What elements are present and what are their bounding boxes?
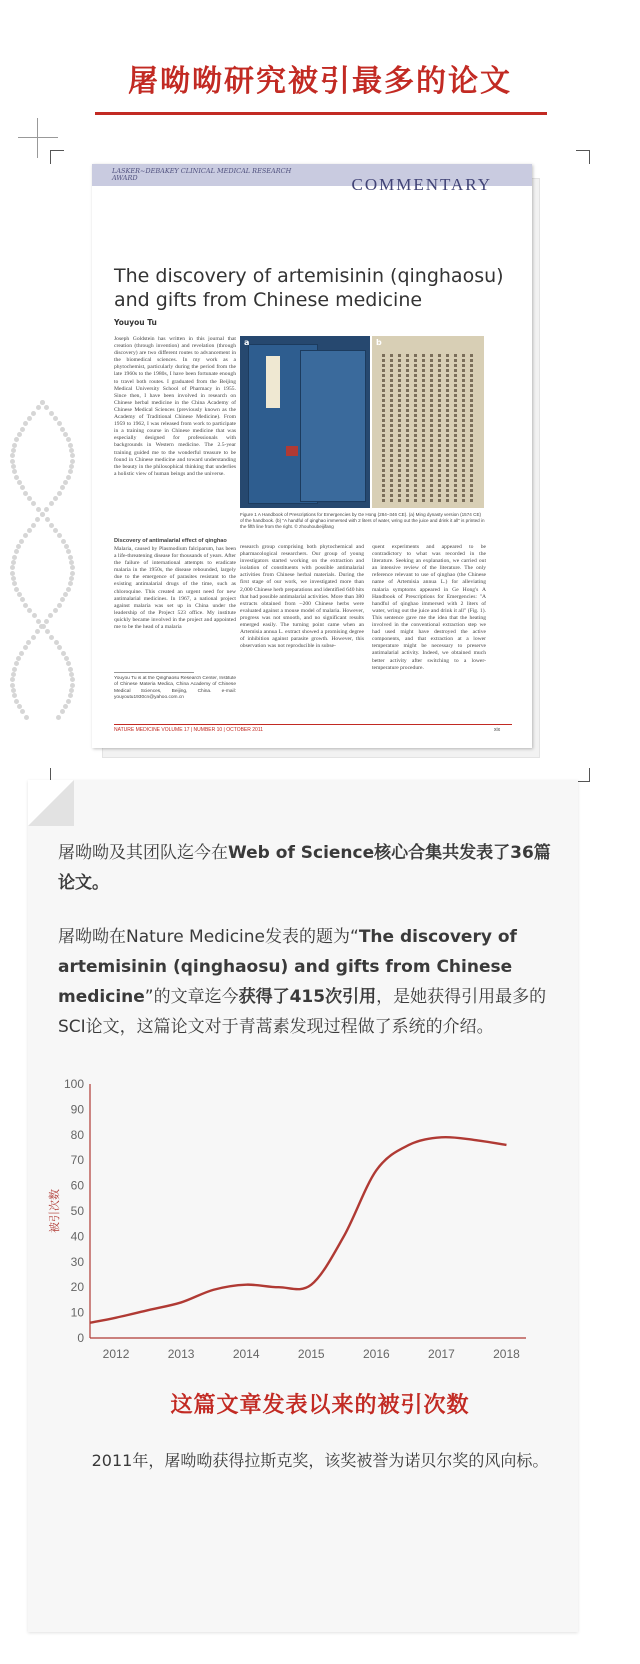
decor-dot xyxy=(63,432,68,437)
decor-dot xyxy=(23,533,28,538)
decor-dot xyxy=(63,480,68,485)
decor-dot xyxy=(11,464,16,469)
decor-dot xyxy=(66,699,71,704)
decor-dot xyxy=(70,565,75,570)
decor-dot xyxy=(23,645,28,650)
card-fold-shadow xyxy=(28,780,74,826)
decor-dot xyxy=(64,656,69,661)
y-tick-label: 20 xyxy=(70,1280,84,1295)
decor-dot xyxy=(19,651,24,656)
decor-dot xyxy=(69,576,74,581)
decor-dot xyxy=(60,597,65,602)
paper-page xyxy=(92,164,532,748)
decor-dot xyxy=(20,427,25,432)
decor-dot xyxy=(16,656,21,661)
decor-dot xyxy=(69,688,74,693)
decor-dot xyxy=(36,619,41,624)
paper-title xyxy=(114,264,514,312)
decor-dot xyxy=(31,501,36,506)
decor-dot xyxy=(12,693,17,698)
decor-dot xyxy=(44,619,49,624)
decor-dot xyxy=(11,688,16,693)
decor-dot xyxy=(49,635,54,640)
decor-dot xyxy=(11,448,16,453)
figure-b-text-photo xyxy=(372,336,484,508)
footnote-award: 2011年，屠呦呦获得拉斯克奖，该奖被誉为诺贝尔奖的风向标。 xyxy=(91,1451,549,1470)
decor-dot xyxy=(16,544,21,549)
decor-dot xyxy=(27,416,32,421)
decor-dot xyxy=(53,528,58,533)
journal-citation: NATURE MEDICINE VOLUME 17 | NUMBER 10 | OCTOBER 2011 xyxy=(114,727,264,733)
x-tick-label: 2012 xyxy=(102,1347,130,1361)
highlight-citation-count: 获得了415次引用 xyxy=(238,987,377,1007)
figure-a-letter: a xyxy=(244,338,250,347)
decor-dot xyxy=(10,453,15,458)
decor-dot xyxy=(68,469,73,474)
decor-dot xyxy=(68,693,73,698)
decor-dot xyxy=(69,448,74,453)
decor-dot xyxy=(20,709,25,714)
decor-dot xyxy=(35,629,40,634)
decor-dot xyxy=(70,683,75,688)
page-title: 屠呦呦研究被引最多的论文 xyxy=(128,64,512,99)
y-axis-label: 被引次数 xyxy=(48,1189,61,1233)
decor-dot xyxy=(12,443,17,448)
chart-title: 这篇文章发表以来的被引次数 xyxy=(170,1393,470,1418)
decor-dot xyxy=(14,661,19,666)
decor-dot xyxy=(19,539,24,544)
highlight-paper-title: The discovery of artemisinin (qinghaosu) and gifts from Chinese medicine xyxy=(58,927,517,1007)
decor-dot xyxy=(14,587,19,592)
decor-dot xyxy=(70,453,75,458)
decor-dot xyxy=(20,485,25,490)
decor-dot xyxy=(61,539,66,544)
decor-dot xyxy=(12,469,17,474)
author-affiliation: Youyou Tu is at the Qinghaosu Research Center, Institute of Chinese Materia Medica, China Academy of Chinese Medical Sciences, Beijing, China. e-mail: youyoutu1930cn@yahoo.com.cn xyxy=(114,676,236,701)
citation-line-chart xyxy=(38,1070,538,1370)
decor-dot xyxy=(57,645,62,650)
decor-dot xyxy=(10,683,15,688)
x-tick-label: 2014 xyxy=(232,1347,260,1361)
decor-dot xyxy=(36,507,41,512)
decor-dot xyxy=(53,496,58,501)
script-column xyxy=(422,354,425,502)
decor-dot xyxy=(45,629,50,634)
decor-dot xyxy=(12,667,17,672)
figure-caption: Figure 1 A Handbook of Prescriptions for Emergencies by Ge Hong (284–346 CE). (a) Ming dynasty version (1574 CE) of the handbook. (b) "A handful of qinghao immersed with 2 liters of water, wring out the juice and drink it all" is printed in the fifth line from the right. © zhouhoubeijifang xyxy=(240,512,485,529)
decor-dot xyxy=(57,421,62,426)
decor-dot xyxy=(66,587,71,592)
decor-dot xyxy=(60,709,65,714)
x-tick-label: 2018 xyxy=(493,1347,520,1361)
decor-dot xyxy=(27,528,32,533)
frame-corner-top-left xyxy=(50,150,64,164)
x-tick-label: 2016 xyxy=(362,1347,390,1361)
decor-dot xyxy=(23,421,28,426)
footnote-rule xyxy=(114,672,194,673)
paper-column-1b: Malaria, caused by Plasmodium falciparum, has been a life-threatening disease for thousands of years. After the failure of international attempts to eradicate malaria in the 1950s, the disease rebounded, largely due to the emergence of parasites resistant to the existing antimalarial drugs of the time, such as chloroquine. This created an urgent need for new antimalarial medicines. In 1967, a national project against malaria was set up in China under the leadership of the Project 523 office. My institute quickly became involved in the project and appointed me to be the head of a malaria xyxy=(114,546,236,631)
page-number: xix xyxy=(494,727,501,733)
x-tick-label: 2013 xyxy=(167,1347,195,1361)
script-column xyxy=(470,354,473,502)
script-column xyxy=(390,354,393,502)
decor-dot xyxy=(10,459,15,464)
decor-dot xyxy=(17,432,22,437)
paragraph-publication-count: 屠呦呦及其团队迄今在Web of Science核心合集共发表了36篇论文。 xyxy=(58,843,551,893)
y-tick-label: 100 xyxy=(63,1077,84,1091)
award-label: LASKER~DEBAKEY CLINICAL MEDICAL RESEARCH AWARD xyxy=(112,167,292,182)
book-title-label xyxy=(266,356,280,408)
decor-dot xyxy=(20,597,25,602)
y-tick-label: 40 xyxy=(70,1229,84,1244)
y-tick-label: 60 xyxy=(70,1178,84,1193)
paper-title-line2: and gifts from Chinese medicine xyxy=(114,289,423,311)
y-tick-label: 0 xyxy=(77,1331,84,1345)
paragraph-citation-info: 屠呦呦在Nature Medicine发表的题为“The discovery of artemisinin (qinghaosu) and gifts from Chinese medicine”的文章迄今获得了415次引用，是她获得引用最多的SCI论文，这篇论文对于青蒿素发现过程做了系统的介绍。 xyxy=(58,927,547,1037)
script-column xyxy=(454,354,457,502)
frame-corner-bottom-right xyxy=(576,768,590,782)
decor-dot xyxy=(36,405,41,410)
decor-dot xyxy=(12,581,17,586)
decor-dot xyxy=(56,715,61,720)
paper-column-2: research group comprising both phytochemical and pharmacological researchers. Our group of young investigators started working on the extraction and isolation of constituents with possible antimalarial activities from Chinese herbal materials. During the first stage of our work, we investigated more than 2,000 Chinese herb preparations and identified 640 hits that had possible antimalarial activities. More than 380 extracts obtained from ~200 Chinese herbs were evaluated against a mouse model of malaria. However, progress was not smooth, and no significant results emerged easily. The turning point came when an Artemisia annua L. extract showed a promising degree of inhibition against parasite growth. However, this observation was not reproducible in subse- xyxy=(240,544,364,650)
script-column xyxy=(430,354,433,502)
title-underline xyxy=(95,112,547,115)
paper-column-3: quent experiments and appeared to be contradictory to what was recorded in the literature. Seeking an explanation, we carried out an intensive review of the literature. The only reference relevant to use of qinghao (the Chinese name of Artemisia annua L.) for alleviating malaria symptoms appeared in Ge Hong's A Handbook of Prescriptions for Emergencies: "A handful of qinghao immersed with 2 liters of water, wring out the juice and drink it all" (Fig. 1). This sentence gave me the idea that the heating involved in the conventional extraction step we had used might have destroyed the active components, and that extraction at a lower temperature might be necessary to preserve antimalarial activity. Indeed, we obtained much better activity after switching to a lower-temperature procedure. xyxy=(372,544,486,671)
decor-dot xyxy=(10,571,15,576)
decor-dot xyxy=(53,416,58,421)
decor-dot xyxy=(68,443,73,448)
decor-dot xyxy=(69,560,74,565)
decor-dot xyxy=(31,523,36,528)
decor-dot xyxy=(17,704,22,709)
decor-dot xyxy=(17,592,22,597)
decor-dot xyxy=(54,640,59,645)
decor-dot xyxy=(53,608,58,613)
decor-dot xyxy=(68,555,73,560)
decor-dot xyxy=(24,715,29,720)
decor-dot xyxy=(48,613,53,618)
decor-dot xyxy=(63,592,68,597)
script-column xyxy=(398,354,401,502)
figure-b-letter: b xyxy=(376,338,382,347)
decor-dot xyxy=(69,672,74,677)
paper-section-heading: Discovery of antimalarial effect of qinghao xyxy=(114,538,227,544)
decor-dot xyxy=(31,635,36,640)
decor-dot xyxy=(10,565,15,570)
highlight-wos-count: Web of Science核心合集共发表了36篇论文。 xyxy=(58,843,551,893)
decor-dot xyxy=(26,640,31,645)
decor-dot xyxy=(23,603,28,608)
script-column xyxy=(406,354,409,502)
decor-dot xyxy=(14,699,19,704)
decor-dot xyxy=(45,517,50,522)
decor-dot xyxy=(11,672,16,677)
decor-dot xyxy=(40,400,45,405)
y-tick-label: 70 xyxy=(70,1153,84,1168)
y-tick-label: 90 xyxy=(70,1102,84,1117)
decor-dot xyxy=(70,571,75,576)
decor-dot xyxy=(66,475,71,480)
book-seal xyxy=(286,446,298,456)
decor-dot xyxy=(57,603,62,608)
script-column xyxy=(382,354,385,502)
section-label: COMMENTARY xyxy=(351,175,492,194)
decor-dot xyxy=(70,459,75,464)
y-tick-label: 10 xyxy=(70,1305,84,1320)
decor-dot xyxy=(57,533,62,538)
paper-author: Youyou Tu xyxy=(114,318,157,327)
decor-dot xyxy=(68,581,73,586)
decor-dot xyxy=(49,523,54,528)
decor-dot xyxy=(27,496,32,501)
decor-dot xyxy=(66,661,71,666)
frame-corner-top-right xyxy=(576,150,590,164)
decor-dot xyxy=(68,667,73,672)
decor-dot xyxy=(60,427,65,432)
paper-footer-rule xyxy=(114,724,512,725)
decor-dot xyxy=(44,405,49,410)
decor-dot xyxy=(11,576,16,581)
figure-a-book-photo xyxy=(240,336,370,508)
decor-dot xyxy=(63,704,68,709)
decor-dot xyxy=(49,501,54,506)
decor-dot xyxy=(57,491,62,496)
y-tick-label: 50 xyxy=(70,1204,84,1218)
decor-dot xyxy=(27,608,32,613)
script-column xyxy=(414,354,417,502)
decor-dot xyxy=(35,517,40,522)
decor-dot xyxy=(60,485,65,490)
decor-dot xyxy=(14,549,19,554)
decor-dot xyxy=(23,491,28,496)
decor-dot xyxy=(12,555,17,560)
decor-dot xyxy=(44,507,49,512)
decor-dot xyxy=(14,475,19,480)
x-tick-label: 2017 xyxy=(428,1347,455,1361)
decor-dot xyxy=(61,651,66,656)
paper-title-line1: The discovery of artemisinin (qinghaosu) xyxy=(114,265,504,287)
decor-dot xyxy=(66,437,71,442)
decor-dot xyxy=(69,464,74,469)
y-tick-label: 80 xyxy=(70,1127,84,1142)
decor-dot xyxy=(64,544,69,549)
decor-dot xyxy=(32,613,37,618)
decor-dot xyxy=(40,512,45,517)
script-column xyxy=(462,354,465,502)
paper-footer xyxy=(114,727,501,733)
paper-column-1: Joseph Goldstein has written in this journal that creation (through invention) and revelation (through discovery) are two different routes to advancement in the biomedical sciences. In my work as a phytochemist, particularly during the period from the late 1960s to the 1980s, I have been fortunate enough to travel both routes. I graduated from the Beijing Medical University School of Pharmacy in 1955. Since then, I have been involved in research on Chinese herbal medicine in the China Academy of Chinese Medical Sciences (previously known as the Academy of Traditional Chinese Medicine). From 1959 to 1962, I was released from work to participate in a training course in Chinese medicine that was especially designed for professionals with backgrounds in Western medicine. The 2.5-year training guided me to the wonderful treasure to be found in Chinese medicine and toward understanding the beauty in the philosophical thinking that underlies a holistic view of human beings and the universe. xyxy=(114,336,236,477)
decor-dot xyxy=(10,677,15,682)
decor-dot xyxy=(49,411,54,416)
decor-dot xyxy=(66,549,71,554)
citation-series-line xyxy=(90,1137,506,1323)
decor-dot xyxy=(11,560,16,565)
decor-dot xyxy=(14,437,19,442)
y-tick-label: 30 xyxy=(70,1254,84,1269)
decor-dot xyxy=(70,677,75,682)
decor-dot xyxy=(31,411,36,416)
x-tick-label: 2015 xyxy=(297,1347,325,1361)
dna-dots-decoration xyxy=(0,400,95,730)
script-column xyxy=(446,354,449,502)
decor-dot xyxy=(17,480,22,485)
script-column xyxy=(438,354,441,502)
